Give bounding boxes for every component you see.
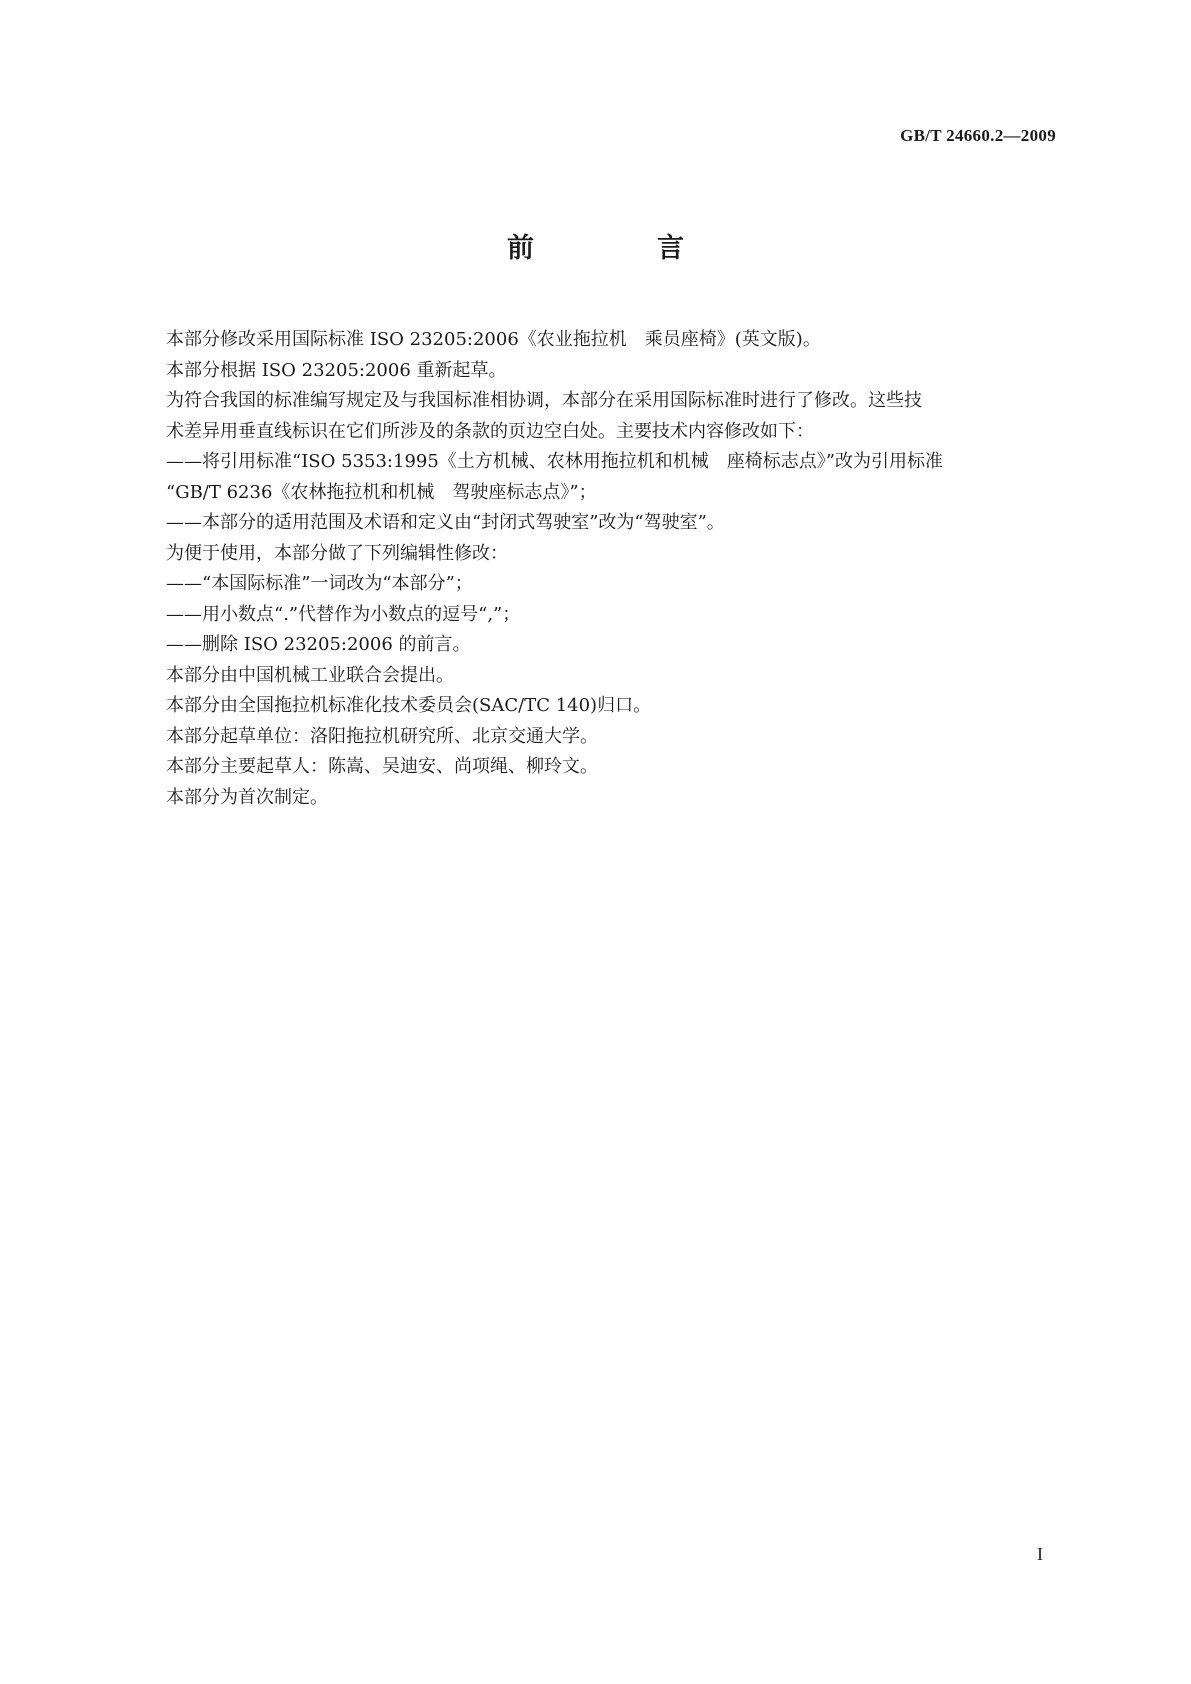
page-title: 前 言 xyxy=(507,233,732,264)
paragraph-centralized-by: 本部分由全国拖拉机标准化技术委员会(SAC/TC 140)归口。 xyxy=(166,695,652,716)
paragraph-first-edition: 本部分为首次制定。 xyxy=(166,786,328,808)
list-item-reference-standard-line1: ——将引用标准“ISO 5353:1995《土方机械、农林用拖拉机和机械 座椅标志点》”改为引用标准 xyxy=(166,451,944,472)
paragraph-drafters: 本部分主要起草人：陈嵩、吴迪安、尚项绳、柳玲文。 xyxy=(166,756,598,777)
paragraph-editorial-changes: 为便于使用，本部分做了下列编辑性修改： xyxy=(166,542,508,564)
list-item-term-replace: ——“本国际标准”一词改为“本部分”； xyxy=(166,573,473,594)
paragraph-drafting-units: 本部分起草单位：洛阳拖拉机研究所、北京交通大学。 xyxy=(166,725,598,747)
page-number: I xyxy=(1037,1544,1043,1564)
standard-code: GB/T 24660.2—2009 xyxy=(900,126,1056,145)
list-item-scope-change: ——本部分的适用范围及术语和定义由“封闭式驾驶室”改为“驾驶室”。 xyxy=(166,512,725,533)
paragraph-proposed-by: 本部分由中国机械工业联合会提出。 xyxy=(166,664,454,686)
list-item-decimal-point: ——用小数点“.”代替作为小数点的逗号“,”； xyxy=(166,603,521,625)
list-item-delete-foreword: ——删除 ISO 23205:2006 的前言。 xyxy=(166,634,471,655)
paragraph-adoption: 本部分修改采用国际标准 ISO 23205:2006《农业拖拉机 乘员座椅》(英文版)。 xyxy=(166,329,821,350)
paragraph-modifications-line2: 术差异用垂直线标识在它们所涉及的条款的页边空白处。主要技术内容修改如下： xyxy=(166,420,814,442)
document-body xyxy=(166,325,1066,813)
paragraph-modifications-line1: 为符合我国的标准编写规定及与我国标准相协调，本部分在采用国际标准时进行了修改。这些技 xyxy=(166,390,922,411)
paragraph-drafted-based: 本部分根据 ISO 23205:2006 重新起草。 xyxy=(166,359,507,381)
list-item-reference-standard-line2: “GB/T 6236《农林拖拉机和机械 驾驶座标志点》”； xyxy=(166,481,597,503)
